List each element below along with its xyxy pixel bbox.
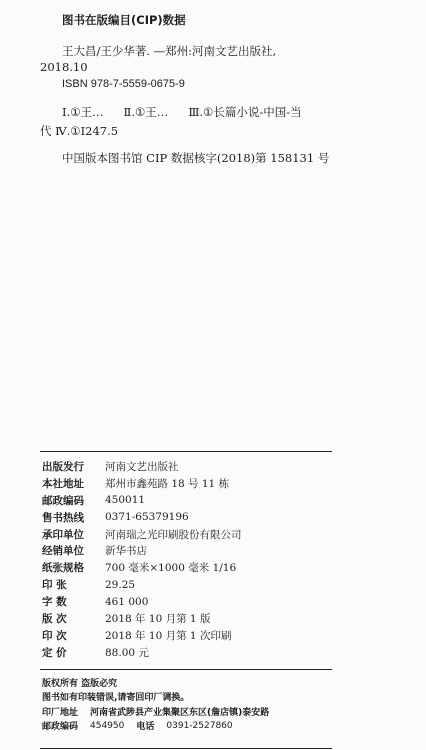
pub-value: 88.00 元 — [105, 646, 149, 659]
rights-notice: 版权所有 盗版必究 — [42, 678, 118, 689]
footer-notes — [42, 675, 269, 733]
pub-row — [42, 627, 242, 644]
cip-author-publisher: 王大昌/王少华著. —郑州:河南文艺出版社, — [62, 44, 277, 58]
pub-value: 新华书店 — [105, 545, 147, 558]
printer-address-row — [42, 704, 269, 719]
pub-row — [42, 509, 242, 526]
pub-label: 定 价 — [42, 646, 67, 659]
cip-classification — [62, 104, 302, 120]
pub-value: 450011 — [105, 494, 146, 507]
pub-value: 河南瑞之光印刷股份有限公司 — [105, 528, 242, 541]
pub-label: 出版发行 — [42, 460, 84, 473]
pub-label: 经销单位 — [42, 545, 84, 558]
cip-number: 中国版本图书馆 CIP 数据核字(2018)第 158131 号 — [62, 151, 330, 165]
pub-label: 版 次 — [42, 612, 67, 625]
pub-value: 29.25 — [105, 578, 136, 591]
pub-label: 印 张 — [42, 579, 67, 592]
pub-row — [42, 475, 242, 492]
pub-label: 售书热线 — [42, 511, 84, 524]
pub-row — [42, 492, 242, 509]
pub-row — [42, 458, 242, 475]
classification-1: Ⅰ.①王… — [62, 105, 104, 119]
printer-address: 河南省武陟县产业集聚区东区(詹店镇)泰安路 — [90, 707, 270, 718]
pub-label: 本社地址 — [42, 477, 84, 490]
pub-label: 纸张规格 — [42, 562, 84, 575]
classification-4: 代 Ⅳ.①I247.5 — [40, 124, 119, 138]
divider-middle — [40, 669, 332, 670]
pub-label: 字 数 — [42, 596, 67, 609]
pub-row — [42, 559, 242, 576]
replacement-notice: 图书如有印装错误,请寄回印厂调换。 — [42, 693, 190, 704]
divider-top — [40, 451, 332, 452]
postal-label: 邮政编码 — [42, 722, 79, 733]
pub-row — [42, 610, 242, 627]
publishing-info — [42, 458, 242, 661]
divider-bottom — [40, 748, 332, 749]
pub-row — [42, 593, 242, 610]
printer-address-label: 印厂地址 — [42, 707, 79, 718]
pub-value: 0371-65379196 — [105, 511, 189, 524]
classification-3: Ⅲ.①长篇小说-中国-当 — [188, 105, 302, 119]
cip-isbn: ISBN 978-7-5559-0675-9 — [62, 78, 185, 90]
pub-value: 2018 年 10 月第 1 次印刷 — [105, 629, 232, 642]
pub-row — [42, 644, 242, 661]
pub-value: 461 000 — [105, 595, 149, 608]
pub-label: 印 次 — [42, 629, 67, 642]
pub-value: 郑州市鑫苑路 18 号 11 栋 — [105, 477, 230, 490]
pub-label: 承印单位 — [42, 528, 84, 541]
pub-value: 2018 年 10 月第 1 版 — [105, 612, 211, 625]
pub-label: 邮政编码 — [42, 494, 84, 507]
pub-value: 河南文艺出版社 — [105, 460, 179, 473]
cip-title: 图书在版编目(CIP)数据 — [62, 13, 186, 27]
phone-number: 0391-2527860 — [166, 720, 233, 731]
pub-row — [42, 542, 242, 559]
pub-row — [42, 526, 242, 543]
pub-value: 700 毫米×1000 毫米 1/16 — [105, 562, 237, 575]
classification-2: Ⅱ.①王… — [123, 105, 169, 119]
pub-row — [42, 576, 242, 593]
postal-code: 454950 — [90, 720, 125, 731]
phone-label: 电话 — [136, 722, 155, 733]
cip-date: 2018.10 — [40, 60, 88, 74]
postal-row — [42, 719, 269, 734]
